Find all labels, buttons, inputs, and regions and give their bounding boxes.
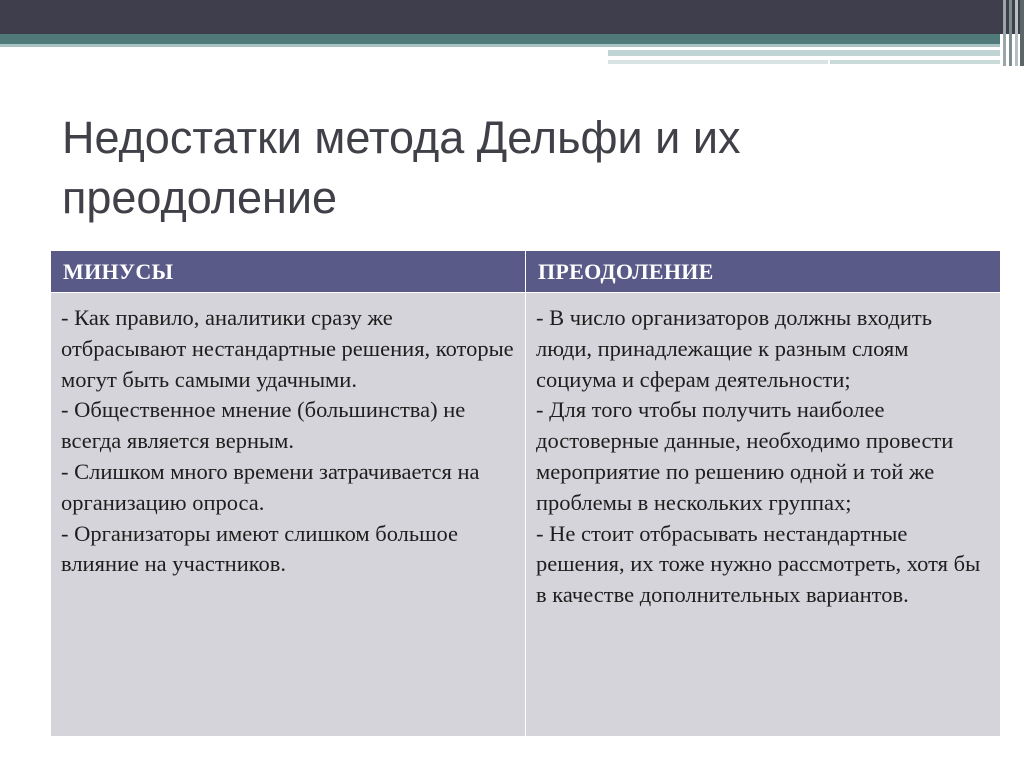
decor-vertical-bar — [1009, 0, 1012, 66]
minus-item: - Общественное мнение (большинства) не всегда является верным. — [61, 397, 466, 454]
table-header-row — [51, 251, 1001, 293]
minuses-cell — [51, 293, 526, 737]
top-banner-stripe — [0, 44, 1000, 47]
header-solutions: ПРЕОДОЛЕНИЕ — [526, 251, 1001, 293]
solution-item: - В число организаторов должны входить люди, принадлежащие к разным слоям социума и сферам деятельности; — [536, 305, 932, 392]
minus-item: - Слишком много времени затрачивается на организацию опроса. — [61, 458, 480, 515]
top-banner-teal — [0, 34, 1000, 44]
header-minuses: МИНУСЫ — [51, 251, 526, 293]
decor-stripe — [830, 60, 1000, 64]
decor-stripe — [608, 60, 828, 64]
comparison-table — [50, 250, 1001, 737]
table-row — [51, 293, 1001, 737]
solutions-cell — [526, 293, 1001, 737]
decor-vertical-bar — [1015, 0, 1018, 66]
solution-item: - Не стоит отбрасывать нестандартные решения, их тоже нужно рассмотреть, хотя бы в качестве дополнительных вариантов. — [536, 520, 981, 608]
decor-vertical-bar — [1020, 0, 1024, 66]
decor-vertical-bar — [1003, 0, 1006, 66]
top-banner-dark — [0, 0, 1024, 34]
solution-item: - Для того чтобы получить наиболее достоверные данные, необходимо провести мероприятие по решению одной и той же проблемы в нескольких группах; — [536, 397, 954, 515]
minus-item: - Как правило, аналитики сразу же отбрасывают нестандартные решения, которые могут быть самыми удачными. — [61, 305, 514, 392]
decor-stripe — [608, 50, 1000, 56]
minus-item: - Организаторы имеют слишком большое влияние на участников. — [61, 520, 459, 577]
slide-title: Недостатки метода Дельфи и их преодоление — [62, 112, 741, 223]
